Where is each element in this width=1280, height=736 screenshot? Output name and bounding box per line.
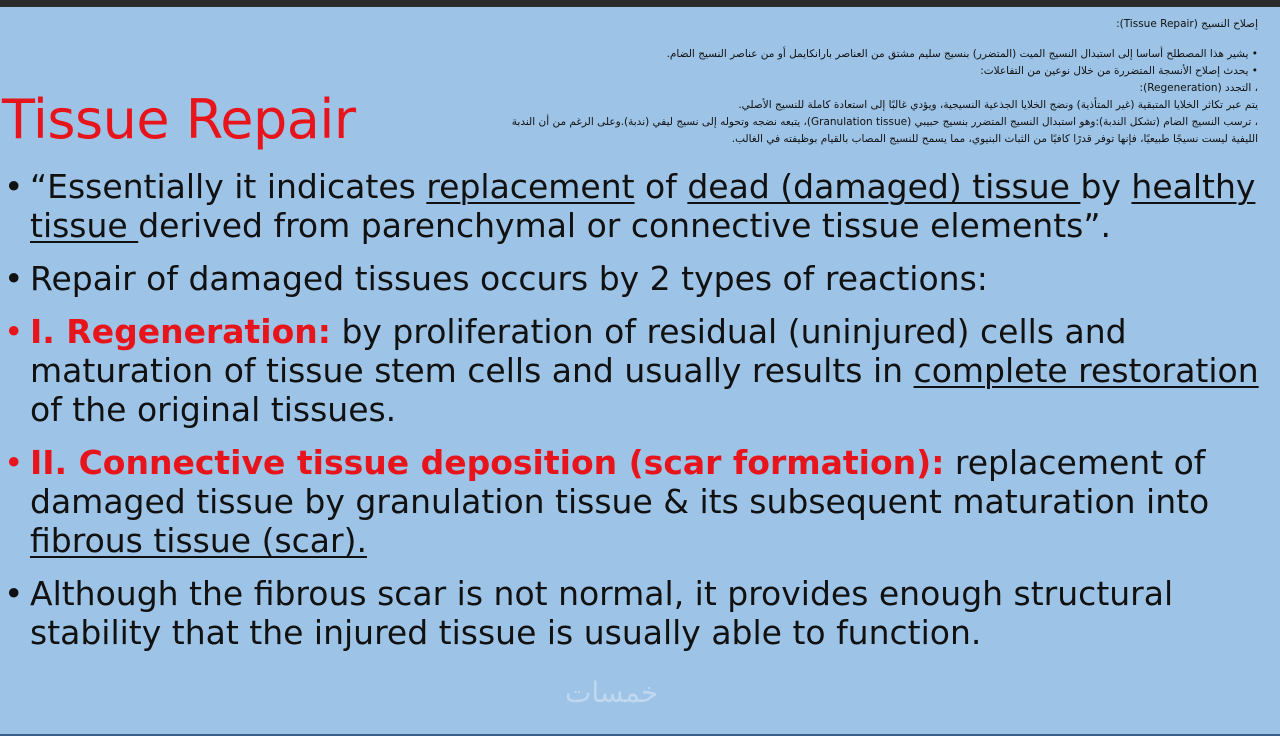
bullet-text: of bbox=[634, 167, 688, 206]
bullet-marker: • bbox=[4, 259, 24, 298]
bullet-text: Repair of damaged tissues occurs by 2 types of reactions: bbox=[30, 259, 988, 298]
underlined-term: complete restoration bbox=[913, 351, 1259, 390]
underlined-term: fibrous tissue (scar). bbox=[30, 521, 367, 560]
bullet-item bbox=[0, 167, 1270, 245]
underlined-term: replacement bbox=[426, 167, 635, 206]
arabic-note-lines bbox=[498, 46, 1258, 148]
bullet-item bbox=[0, 259, 1270, 298]
bullet-text: of the original tissues. bbox=[30, 390, 397, 429]
arabic-note-line: ، التجدد (Regeneration): bbox=[1139, 82, 1258, 94]
bullet-heading: I. Regeneration: bbox=[30, 312, 331, 351]
arabic-note-line: ، ترسب النسيج الضام (تشكل الندبة):وهو استبدال النسيج المتضرر بنسيج حبيبي (Granulation tissue)، يتبعه نضجه وتحوله إلى نسيج ليفي (ندبة).وعلى الرغم من أن الندبة الليفية ليست نسيجًا طبيعيًا، فإنها توفر قدرًا كافيًا من الثبات البنيوي، مما يسمح للنسيج المصاب بالقيام بوظيفته في الغالب. bbox=[511, 116, 1258, 145]
watermark: خمسات bbox=[565, 676, 659, 709]
arabic-note-line: • يشير هذا المصطلح أساسا إلى استبدال النسيج الميت (المتضرر) بنسيج سليم مشتق من العناصر بارانكايمل أو من عناصر النسيج الضام. bbox=[666, 48, 1258, 60]
bullet-item bbox=[0, 574, 1270, 652]
arabic-note-line: • يحدث إصلاح الأنسجة المتضررة من خلال نوعين من التفاعلات: bbox=[980, 65, 1258, 77]
top-bar bbox=[0, 0, 1280, 7]
bullet-list bbox=[0, 167, 1270, 652]
bullet-marker: • bbox=[4, 574, 24, 613]
slide-title: Tissue Repair bbox=[2, 88, 356, 151]
bullet-text: by bbox=[1080, 167, 1132, 206]
underlined-term: dead (damaged) tissue bbox=[687, 167, 1081, 206]
arabic-note-heading: إصلاح النسيج (Tissue Repair): bbox=[1116, 18, 1258, 30]
bullet-text: “Essentially it indicates bbox=[30, 167, 427, 206]
bullet-heading: II. Connective tissue deposition (scar formation): bbox=[30, 443, 945, 482]
underlined-term: healthy tissue bbox=[30, 167, 1256, 245]
bullet-marker: • bbox=[4, 167, 24, 206]
bullet-marker: • bbox=[4, 312, 24, 351]
arabic-note-line: يتم عبر تكاثر الخلايا المتبقية (غير المتأذية) ونضج الخلايا الجذعية النسيجية، ويؤدي غالبًا إلى استعادة كاملة للنسيج الأصلي. bbox=[738, 99, 1258, 111]
arabic-note bbox=[498, 16, 1258, 148]
bullet-text: derived from parenchymal or connective tissue elements”. bbox=[138, 206, 1111, 245]
bullet-marker: • bbox=[4, 443, 24, 482]
bullet-item bbox=[0, 443, 1270, 560]
bullet-text: by proliferation of residual (uninjured) cells and maturation of tissue stem cells and usually results in bbox=[30, 312, 1127, 390]
bullet-item bbox=[0, 312, 1270, 429]
bullet-text: Although the fibrous scar is not normal, it provides enough structural stability that the injured tissue is usually able to function. bbox=[30, 574, 1174, 652]
bullet-text: replacement of damaged tissue by granulation tissue & its subsequent maturation into bbox=[30, 443, 1210, 521]
